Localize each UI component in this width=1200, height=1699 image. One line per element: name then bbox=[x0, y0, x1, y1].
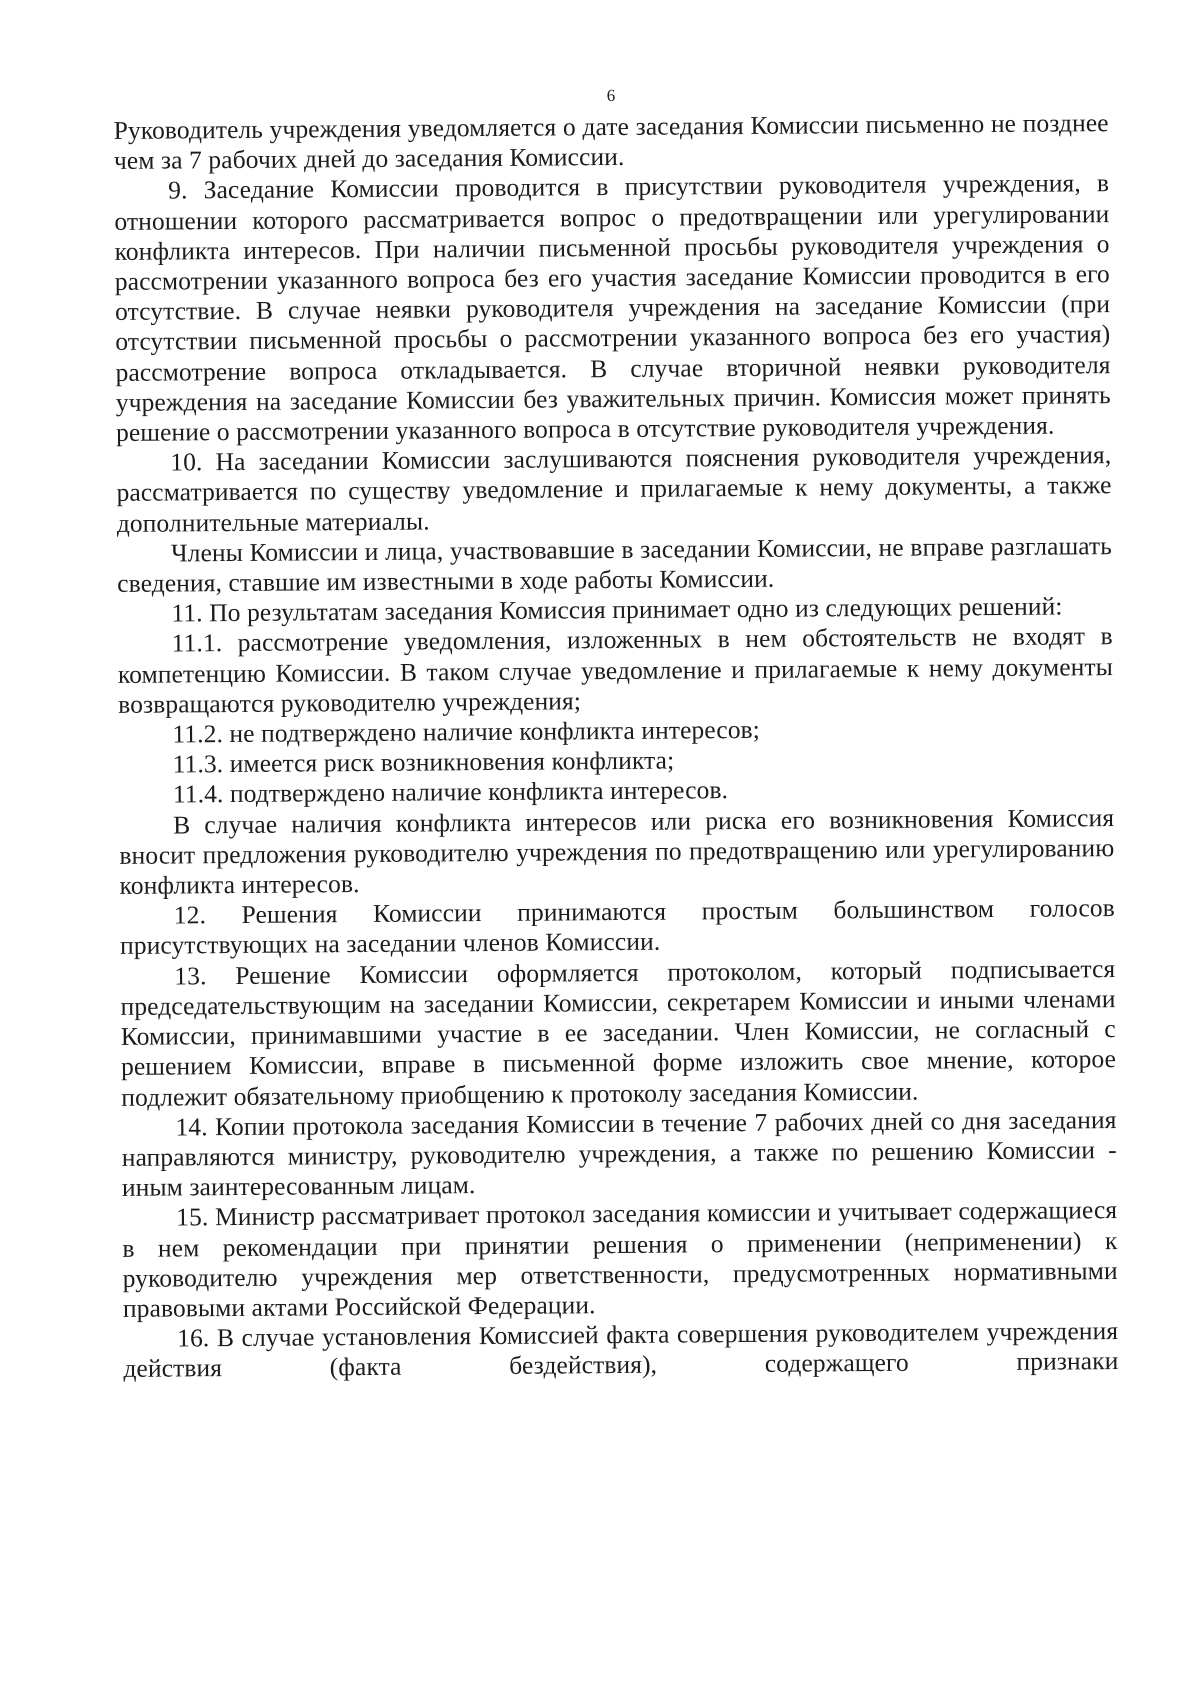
paragraph: В случае наличия конфликта интересов или риска его возникновения Комиссия вносит предложения руководителю учреждения по предотвращению или урегулированию конфликта интересов. bbox=[119, 802, 1115, 900]
paragraph: 11.3. имеется риск возникновения конфликта; bbox=[172, 745, 675, 779]
paragraph: 13. Решение Комиссии оформляется протоколом, который подписывается председательствующим на заседании Комиссии, секретарем Комиссии и иными членами Комиссии, принимавшими участие в ее заседании. Член Комиссии, не согласный с решением Комиссии, вправе в письменной форме изложить свое мнение, которое подлежит обязательному приобщению к протоколу заседания Комиссии. bbox=[120, 953, 1117, 1112]
paragraph: 11.4. подтверждено наличие конфликта интересов. bbox=[172, 775, 729, 809]
document-body bbox=[114, 108, 1119, 1384]
paragraph: 12. Решения Комиссии принимаются простым большинством голосов присутствующих на заседании членов Комиссии. bbox=[119, 893, 1115, 961]
paragraph: 9. Заседание Комиссии проводится в присутствии руководителя учреждения, в отношении которого рассматривается вопрос о предотвращении или урегулировании конфликта интересов. При наличии письменной просьбы руководителя учреждения о рассмотрении указанного вопроса без его участия заседание Комиссии проводится в его отсутствие. В случае неявки руководителя учреждения на заседание Комиссии (при отсутствии письменной просьбы о рассмотрении указанного вопроса без его участия) рассмотрение вопроса откладывается. В случае вторичной неявки руководителя учреждения на заседание Комиссии без уважительных причин. Комиссия может принять решение о рассмотрении указанного вопроса в отсутствие руководителя учреждения. bbox=[114, 168, 1111, 447]
paragraph: Руководитель учреждения уведомляется о дате заседания Комиссии письменно не позднее чем за 7 рабочих дней до заседания Комиссии. bbox=[113, 108, 1109, 176]
paragraph: 11. По результатам заседания Комиссия принимает одно из следующих решений: bbox=[171, 591, 1063, 628]
paragraph: 16. В случае установления Комиссией факта совершения руководителем учреждения действия (факта бездействия), содержащего признаки bbox=[123, 1316, 1119, 1384]
paragraph: 10. На заседании Комиссии заслушиваются пояснения руководителя учреждения, рассматривается по существу уведомление и прилагаемые к нему документы, а также дополнительные материалы. bbox=[116, 440, 1112, 538]
page-number: 6 bbox=[606, 85, 616, 106]
paragraph: 15. Министр рассматривает протокол заседания комиссии и учитывает содержащиеся в нем рекомендации при принятии решения о применении (неприменении) к руководителю учреждения мер ответственности, предусмотренных нормативными правовыми актами Российской Федерации. bbox=[122, 1195, 1118, 1323]
paragraph: 14. Копии протокола заседания Комиссии в течение 7 рабочих дней со дня заседания направляются министру, руководителю учреждения, а также по решению Комиссии - иным заинтересованным лицам. bbox=[121, 1104, 1117, 1203]
paragraph: Члены Комиссии и лица, участвовавшие в заседании Комиссии, не вправе разглашать сведения, ставшие им известными в ходе работы Комиссии. bbox=[117, 530, 1113, 598]
paragraph: 11.1. рассмотрение уведомления, изложенных в нем обстоятельств не входят в компетенцию Комиссии. В таком случае уведомление и прилагаемые к нему документы возвращаются руководителю учреждения; bbox=[117, 621, 1114, 719]
document-page bbox=[113, 0, 1121, 1699]
paragraph: 11.2. не подтверждено наличие конфликта интересов; bbox=[172, 714, 761, 749]
